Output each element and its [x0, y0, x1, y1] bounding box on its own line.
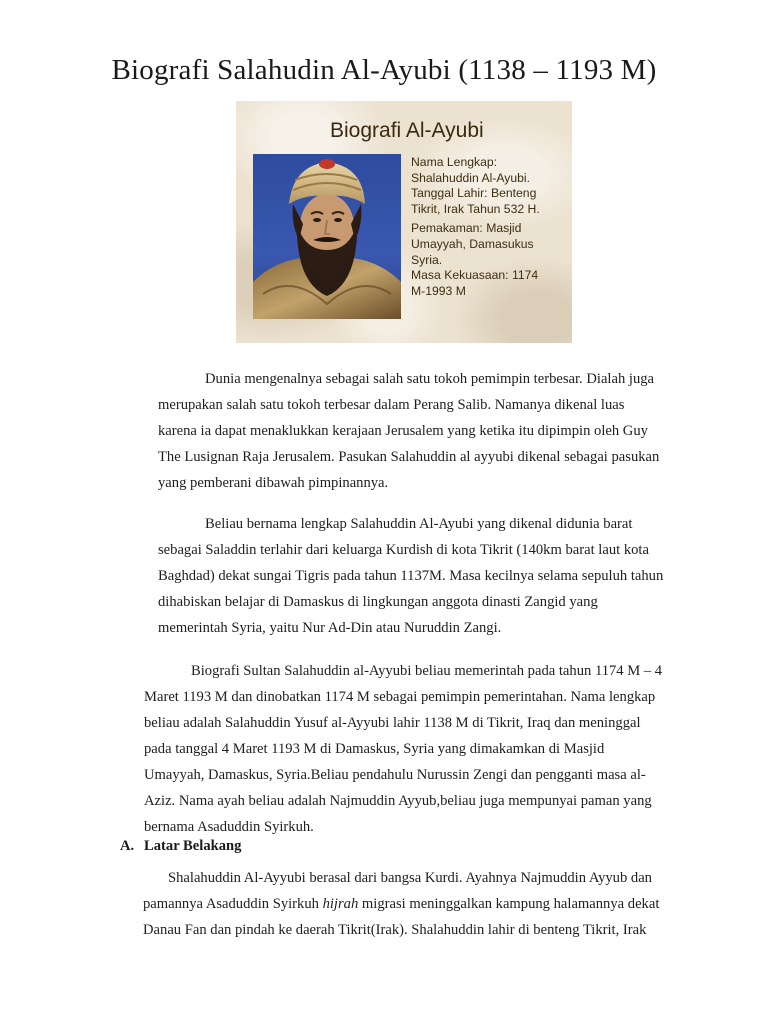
- text-line: Dunia mengenalnya sebagai salah satu tokoh pemimpin terbesar. Dialah juga: [205, 371, 655, 387]
- text-line: Beliau bernama lengkap Salahuddin Al-Ayubi yang dikenal didunia barat: [205, 516, 633, 532]
- paragraph-intro: [158, 366, 659, 496]
- info-line: Pemakaman: Masjid: [411, 221, 522, 236]
- biography-figure: [236, 101, 572, 343]
- emphasis-term: hijrah: [322, 896, 359, 912]
- info-line: Umayyah, Damasukus: [411, 236, 534, 251]
- text-line: Aziz. Nama ayah beliau adalah Najmuddin Ayyub,beliau juga mempunyai paman yang: [144, 793, 652, 809]
- info-line: Syria.: [411, 252, 443, 267]
- info-line: M-1993 M: [411, 283, 466, 298]
- info-line: Masa Kekuasaan: 1174: [411, 268, 539, 283]
- text-line: Maret 1193 M dan dinobatkan 1174 M sebagai pemimpin pemerintahan. Nama lengkap: [144, 689, 656, 705]
- text-line: sebagai Saladdin terlahir dari keluarga Kurdish di kota Tikrit (140km barat laut kota: [158, 542, 649, 558]
- text-line: Umayyah, Damaskus, Syria.Beliau pendahulu Nurussin Zengi dan pengganti masa al-: [144, 767, 646, 783]
- text-line: The Lusignan Raja Jerusalem. Pasukan Salahuddin al ayyubi dikenal sebagai pasukan: [158, 449, 660, 465]
- text-line: Danau Fan dan pindah ke daerah Tikrit(Irak). Shalahuddin lahir di benteng Tikrit, Irak: [143, 922, 647, 938]
- info-line: Tikrit, Irak Tahun 532 H.: [411, 201, 540, 216]
- text-line: bernama Asaduddin Syirkuh.: [144, 819, 314, 835]
- figure-info: [411, 155, 571, 299]
- text-line: yang pemberani dibawah pimpinannya.: [158, 475, 389, 491]
- text-line: [143, 891, 659, 917]
- figure-heading: Biografi Al-Ayubi: [330, 119, 484, 142]
- text-line: Shalahuddin Al-Ayyubi berasal dari bangsa Kurdi. Ayahnya Najmuddin Ayyub dan: [168, 870, 652, 886]
- info-line: Nama Lengkap:: [411, 155, 498, 169]
- section-heading-latar-belakang: [120, 838, 241, 855]
- text-line: Biografi Sultan Salahuddin al-Ayyubi beliau memerintah pada tahun 1174 M – 4: [191, 663, 663, 679]
- text-segment: migrasi meninggalkan kampung halamannya dekat: [358, 896, 660, 912]
- text-segment: pamannya Asaduddin Syirkuh: [143, 896, 323, 912]
- section-title: Latar Belakang: [144, 838, 242, 854]
- text-line: merupakan salah satu tokoh terbesar dalam Perang Salib. Namanya dikenal luas: [158, 397, 625, 413]
- info-line: Shalahuddin Al-Ayubi.: [411, 170, 531, 185]
- text-line: karena ia dapat menaklukkan kerajaan Jerusalem yang ketika itu dipimpin oleh Guy: [158, 423, 648, 439]
- paragraph-background: [143, 865, 659, 943]
- text-line: pada tanggal 4 Maret 1193 M di Damaskus, Syria yang dimakamkan di Masjid: [144, 741, 605, 757]
- text-line: Baghdad) dekat sungai Tigris pada tahun 1137M. Masa kecilnya selama sepuluh tahun: [158, 568, 664, 584]
- paragraph-full-name: [158, 511, 663, 641]
- portrait-image: [253, 154, 401, 319]
- portrait-illustration: [253, 154, 401, 319]
- text-line: dihabiskan belajar di Damaskus di lingkungan anggota dinasti Zangid yang: [158, 594, 598, 610]
- text-line: memerintah Syria, yaitu Nur Ad-Din atau Nuruddin Zangi.: [158, 620, 502, 636]
- section-label: A.: [120, 838, 135, 854]
- paragraph-reign: [144, 658, 662, 840]
- document-title: Biografi Salahudin Al-Ayubi (1138 – 1193 M): [111, 54, 657, 86]
- info-line: Tanggal Lahir: Benteng: [411, 186, 537, 201]
- text-line: beliau adalah Salahuddin Yusuf al-Ayyubi lahir 1138 M di Tikrit, Iraq dan meninggal: [144, 715, 641, 731]
